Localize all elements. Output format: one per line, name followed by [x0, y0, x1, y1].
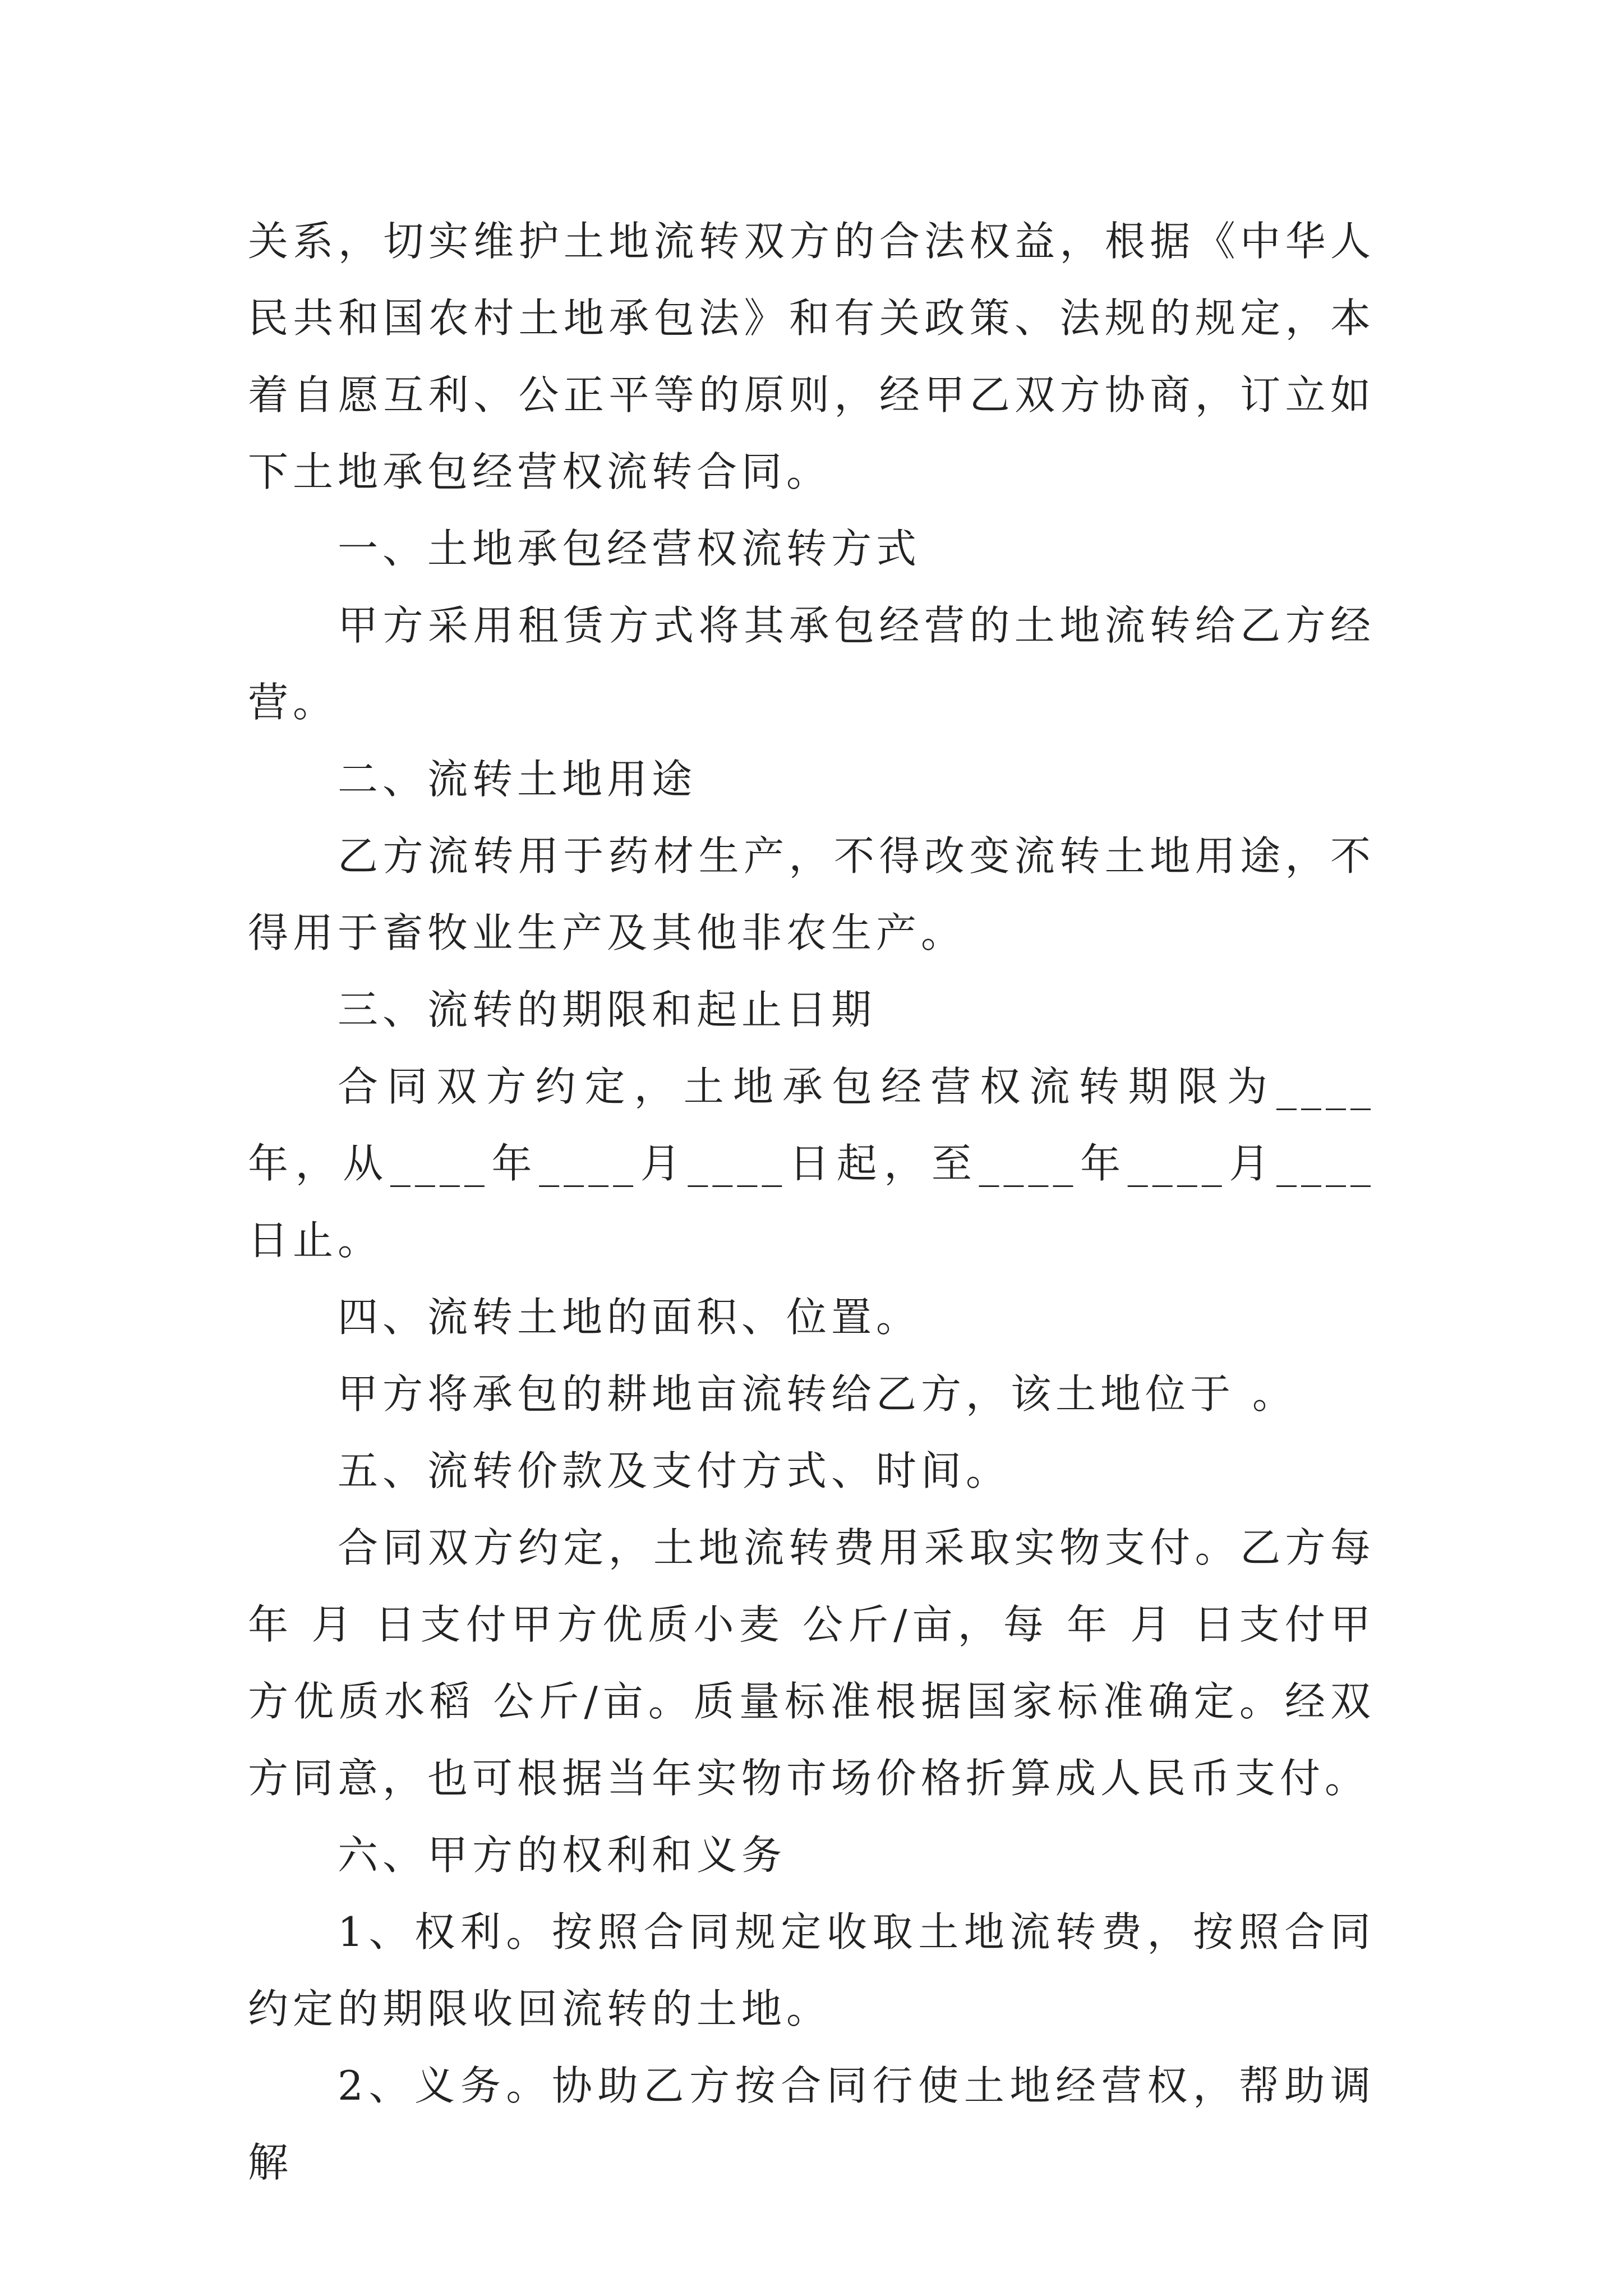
- section-paragraph-3: 合同双方约定，土地承包经营权流转期限为____年，从____年____月____日起，至____年____月____日止。: [248, 1063, 1375, 1264]
- contract-body: [248, 203, 1375, 2201]
- section-heading-6: 六、甲方的权利和义务: [338, 1832, 787, 1879]
- intro-paragraph: 关系，切实维护土地流转双方的合法权益，根据《中华人民共和国农村土地承包法》和有关政策、法规的规定，本着自愿互利、公正平等的原则，经甲乙双方协商，订立如下土地承包经营权流转合同。: [248, 218, 1375, 495]
- section-heading-5: 五、流转价款及支付方式、时间。: [338, 1447, 1011, 1494]
- section-paragraph-2: 乙方流转用于药材生产，不得改变流转土地用途，不得用于畜牧业生产及其他非农生产。: [248, 832, 1375, 956]
- section-paragraph-5: 合同双方约定，土地流转费用采取实物支付。乙方每年 月 日支付甲方优质小麦 公斤/亩，每 年 月 日支付甲方优质水稻 公斤/亩。质量标准根据国家标准确定。经双方同意，也可根据当年实物市场价格折算成人民币支付。: [248, 1524, 1375, 1802]
- section-heading-1: 一、土地承包经营权流转方式: [338, 525, 921, 572]
- section-heading-2: 二、流转土地用途: [338, 756, 697, 803]
- section-paragraph-7: 2、义务。协助乙方按合同行使土地经营权，帮助调解: [248, 2062, 1375, 2186]
- section-heading-3: 三、流转的期限和起止日期: [338, 986, 877, 1033]
- section-paragraph-1: 甲方采用租赁方式将其承包经营的土地流转给乙方经营。: [248, 602, 1375, 726]
- section-paragraph-4: 甲方将承包的耕地亩流转给乙方，该土地位于 。: [338, 1370, 1297, 1418]
- section-heading-4: 四、流转土地的面积、位置。: [338, 1294, 921, 1341]
- section-paragraph-6: 1、权利。按照合同规定收取土地流转费，按照合同约定的期限收回流转的土地。: [248, 1908, 1375, 2032]
